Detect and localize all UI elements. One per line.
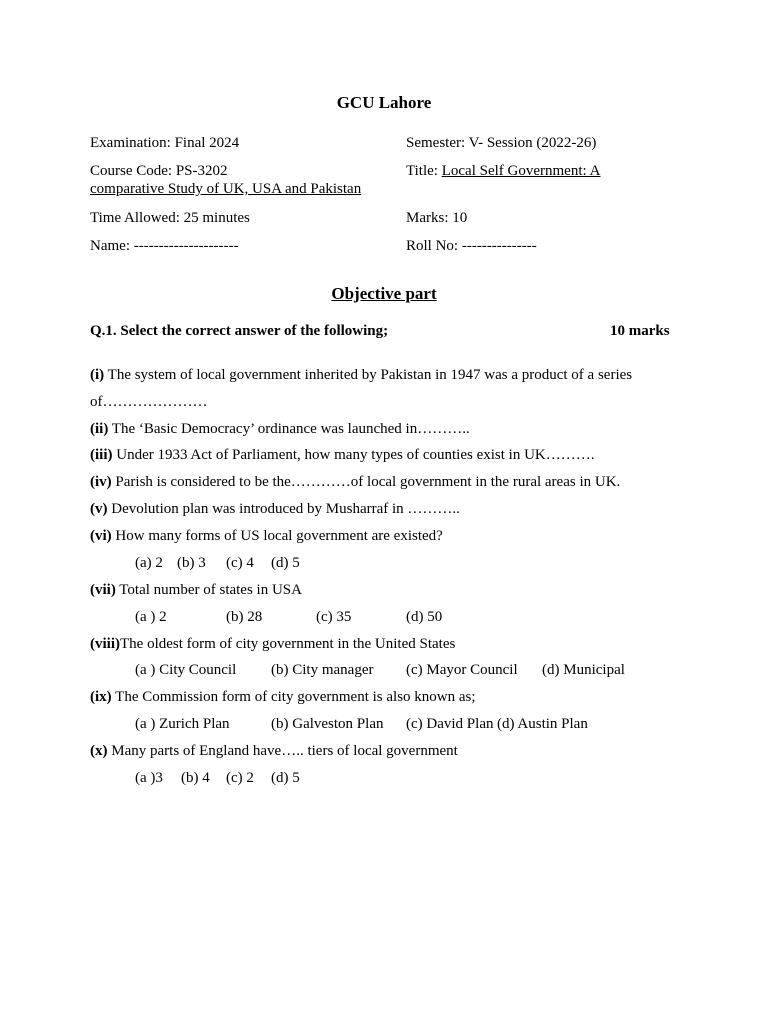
item-number: (ii) bbox=[90, 421, 109, 437]
question-item-i bbox=[90, 367, 632, 384]
time-allowed-field: Time Allowed: 25 minutes bbox=[90, 210, 250, 226]
course-title-part1: Local Self Government: A bbox=[441, 163, 601, 179]
section-title: Objective part bbox=[331, 284, 437, 303]
item-text: Total number of states in USA bbox=[115, 582, 302, 598]
course-title-part2: comparative Study of UK, USA and Pakistan bbox=[90, 181, 362, 197]
item-text: The Commission form of city government is also known as; bbox=[111, 689, 476, 705]
question-item-ix bbox=[90, 689, 476, 706]
option-c: (c) Mayor Council bbox=[406, 662, 518, 678]
course-title-field bbox=[406, 163, 600, 180]
examination-field: Examination: Final 2024 bbox=[90, 135, 240, 151]
question-item-v bbox=[90, 501, 460, 518]
option-c: (c) 2 bbox=[226, 770, 254, 786]
question-item-vi bbox=[90, 528, 443, 545]
item-number: (iv) bbox=[90, 474, 112, 490]
item-text: Devolution plan was introduced by Musharraf in ……….. bbox=[107, 501, 460, 517]
option-b: (b) 28 bbox=[226, 609, 263, 625]
item-text: The oldest form of city government in the United States bbox=[120, 636, 456, 652]
option-a: (a) 2 bbox=[135, 555, 163, 571]
item-number: (v) bbox=[90, 501, 108, 517]
option-b: (b) 4 bbox=[181, 770, 210, 786]
option-b: (b) Galveston Plan bbox=[271, 716, 384, 732]
option-b: (b) 3 bbox=[177, 555, 206, 571]
question-item-iv bbox=[90, 474, 620, 491]
option-d: (d) 50 bbox=[406, 609, 443, 625]
item-number: (vi) bbox=[90, 528, 112, 544]
option-d: (d) 5 bbox=[271, 770, 300, 786]
item-number: (iii) bbox=[90, 447, 113, 463]
item-text: Under 1933 Act of Parliament, how many types of counties exist in UK………. bbox=[112, 447, 595, 463]
course-code-field: Course Code: PS-3202 bbox=[90, 163, 228, 179]
option-b: (b) City manager bbox=[271, 662, 374, 678]
option-a: (a ) Zurich Plan bbox=[135, 716, 230, 732]
item-number: (i) bbox=[90, 367, 105, 383]
option-c: (c) 4 bbox=[226, 555, 254, 571]
question-heading: Q.1. Select the correct answer of the following; bbox=[90, 323, 389, 339]
semester-field: Semester: V- Session (2022-26) bbox=[406, 135, 597, 151]
item-text: Parish is considered to be the…………of local government in the rural areas in UK. bbox=[111, 474, 621, 490]
institution-title: GCU Lahore bbox=[336, 93, 432, 112]
item-number: (vii) bbox=[90, 582, 116, 598]
item-number: (viii) bbox=[90, 636, 120, 652]
question-item-vii bbox=[90, 582, 302, 599]
item-number: (ix) bbox=[90, 689, 112, 705]
option-a: (a ) 2 bbox=[135, 609, 167, 625]
marks-field: Marks: 10 bbox=[406, 210, 468, 226]
question-item-x bbox=[90, 743, 458, 760]
option-c: (c) 35 bbox=[316, 609, 352, 625]
option-c: (c) David Plan bbox=[406, 716, 494, 732]
course-title-label: Title: bbox=[406, 163, 442, 179]
option-d: (d) 5 bbox=[271, 555, 300, 571]
option-d: (d) Municipal bbox=[542, 662, 625, 678]
student-name-field: Name: --------------------- bbox=[90, 238, 239, 254]
option-a: (a ) City Council bbox=[135, 662, 237, 678]
item-text: The ‘Basic Democracy’ ordinance was launched in……….. bbox=[108, 421, 470, 437]
question-marks: 10 marks bbox=[610, 323, 670, 339]
roll-no-field: Roll No: --------------- bbox=[406, 238, 537, 254]
option-a: (a )3 bbox=[135, 770, 163, 786]
item-text: How many forms of US local government are existed? bbox=[111, 528, 443, 544]
option-d: (d) Austin Plan bbox=[497, 716, 588, 732]
question-item-ii bbox=[90, 421, 470, 438]
item-text: The system of local government inherited by Pakistan in 1947 was a product of a series bbox=[104, 367, 633, 383]
question-item-viii bbox=[90, 636, 455, 653]
question-item-iii bbox=[90, 447, 595, 464]
question-item-i-continued: of………………… bbox=[90, 394, 208, 410]
item-text: Many parts of England have….. tiers of local government bbox=[107, 743, 458, 759]
item-number: (x) bbox=[90, 743, 108, 759]
